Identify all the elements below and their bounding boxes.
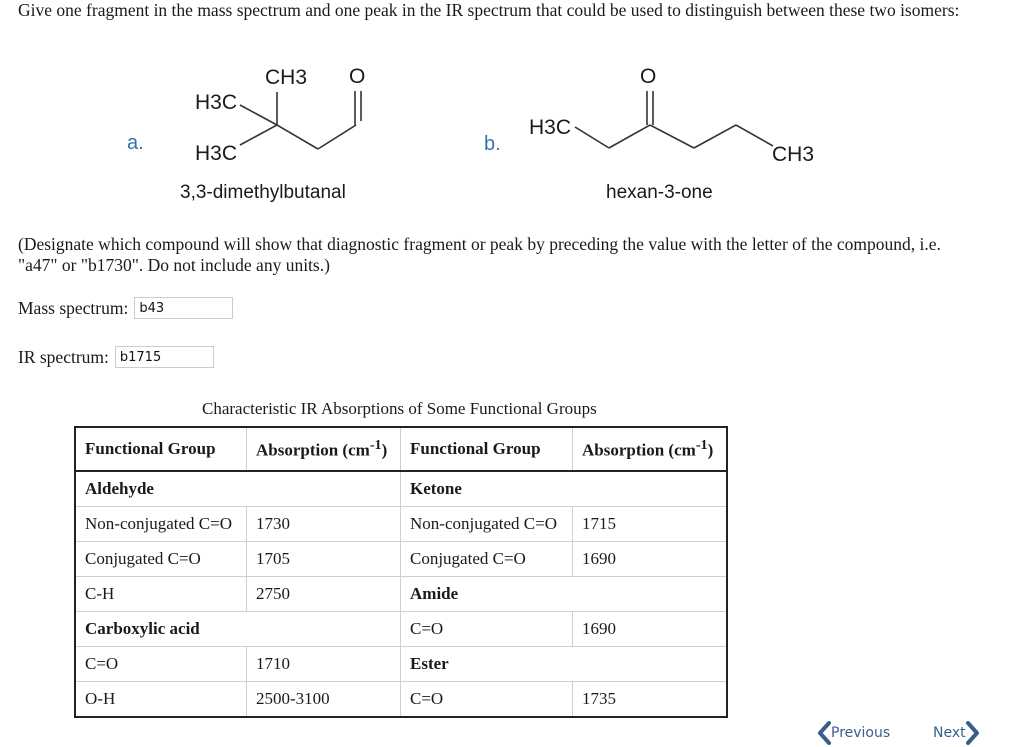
compound-b-h3c-label: H3C (529, 116, 572, 139)
table-cell: 1690 (573, 542, 728, 577)
compound-a-ch3-label: CH3 (265, 66, 308, 89)
bond-b-5 (736, 125, 773, 146)
compound-b-o-label: O (640, 65, 657, 88)
compound-b-letter: b. (484, 133, 501, 155)
table-cell: 1730 (247, 507, 401, 542)
mass-spectrum-label: Mass spectrum: (18, 297, 129, 318)
table-cell: 2500-3100 (247, 682, 401, 718)
ir-absorption-table (74, 426, 728, 718)
previous-label: Previous (831, 725, 891, 741)
group-carboxylic-acid: Carboxylic acid (75, 612, 401, 647)
table-cell: 1735 (573, 682, 728, 718)
table-row (75, 612, 727, 647)
table-cell: 1705 (247, 542, 401, 577)
chevron-left-icon (817, 721, 831, 745)
compound-a-letter: a. (127, 132, 144, 154)
ir-spectrum-label: IR spectrum: (18, 346, 109, 367)
compound-b-name: hexan-3-one (606, 182, 713, 203)
compound-a-name: 3,3-dimethylbutanal (180, 182, 346, 203)
instructions-text: (Designate which compound will show that diagnostic fragment or peak by preceding the value with the letter of the compound, i.e. "a47" or "b1730". Do not include any units.) (18, 234, 941, 275)
table-cell: Conjugated C=O (401, 542, 573, 577)
table-cell: 1690 (573, 612, 728, 647)
header-functional-group-2: Functional Group (401, 427, 573, 471)
group-ketone: Ketone (401, 471, 728, 507)
bond-a-quaternary-ch2 (277, 125, 318, 149)
bond-b-3 (650, 125, 694, 148)
table-cell: 1715 (573, 507, 728, 542)
next-button[interactable] (933, 721, 980, 745)
compound-a-h3c-top-label: H3C (195, 91, 238, 114)
header-absorption-1: Absorption $(cm^{-1})$ (247, 427, 401, 471)
table-cell: 1710 (247, 647, 401, 682)
group-amide: Amide (401, 577, 728, 612)
next-label: Next (933, 725, 966, 741)
mass-spectrum-row (18, 297, 233, 319)
bond-a-h3c-top (240, 105, 277, 125)
mass-spectrum-input[interactable] (134, 297, 233, 319)
bond-a-ch2-cho (318, 125, 356, 149)
table-cell: C=O (75, 647, 247, 682)
group-ester: Ester (401, 647, 728, 682)
group-aldehyde: Aldehyde (75, 471, 401, 507)
table-cell: Non-conjugated C=O (401, 507, 573, 542)
header-functional-group-1: Functional Group (75, 427, 247, 471)
table-cell: 2750 (247, 577, 401, 612)
bond-a-h3c-bottom (240, 125, 277, 145)
table-row (75, 577, 727, 612)
isomer-structures (0, 55, 1024, 215)
table-cell: Conjugated C=O (75, 542, 247, 577)
table-cell: O-H (75, 682, 247, 718)
table-row (75, 542, 727, 577)
question-text: Give one fragment in the mass spectrum and one peak in the IR spectrum that could be used to distinguish between these two isomers: (18, 0, 960, 20)
table-caption: Characteristic IR Absorptions of Some Functional Groups (202, 399, 597, 418)
table-row (75, 507, 727, 542)
ir-spectrum-input[interactable] (115, 346, 214, 368)
bond-b-1 (575, 127, 609, 148)
header-absorption-2: Absorption $(cm^{-1})$ (573, 427, 728, 471)
ir-spectrum-row (18, 346, 214, 368)
table-cell: C-H (75, 577, 247, 612)
compound-a-o-label: O (349, 65, 366, 88)
table-cell: C=O (401, 682, 573, 718)
chevron-right-icon (966, 721, 980, 745)
bond-b-4 (694, 125, 736, 148)
table-row (75, 682, 727, 718)
compound-a-h3c-bottom-label: H3C (195, 142, 238, 165)
table-cell: Non-conjugated C=O (75, 507, 247, 542)
compound-b-ch3-label: CH3 (772, 143, 815, 166)
bond-b-2 (609, 125, 650, 148)
table-row (75, 647, 727, 682)
table-cell: C=O (401, 612, 573, 647)
table-row (75, 471, 727, 507)
previous-button[interactable] (817, 721, 890, 745)
